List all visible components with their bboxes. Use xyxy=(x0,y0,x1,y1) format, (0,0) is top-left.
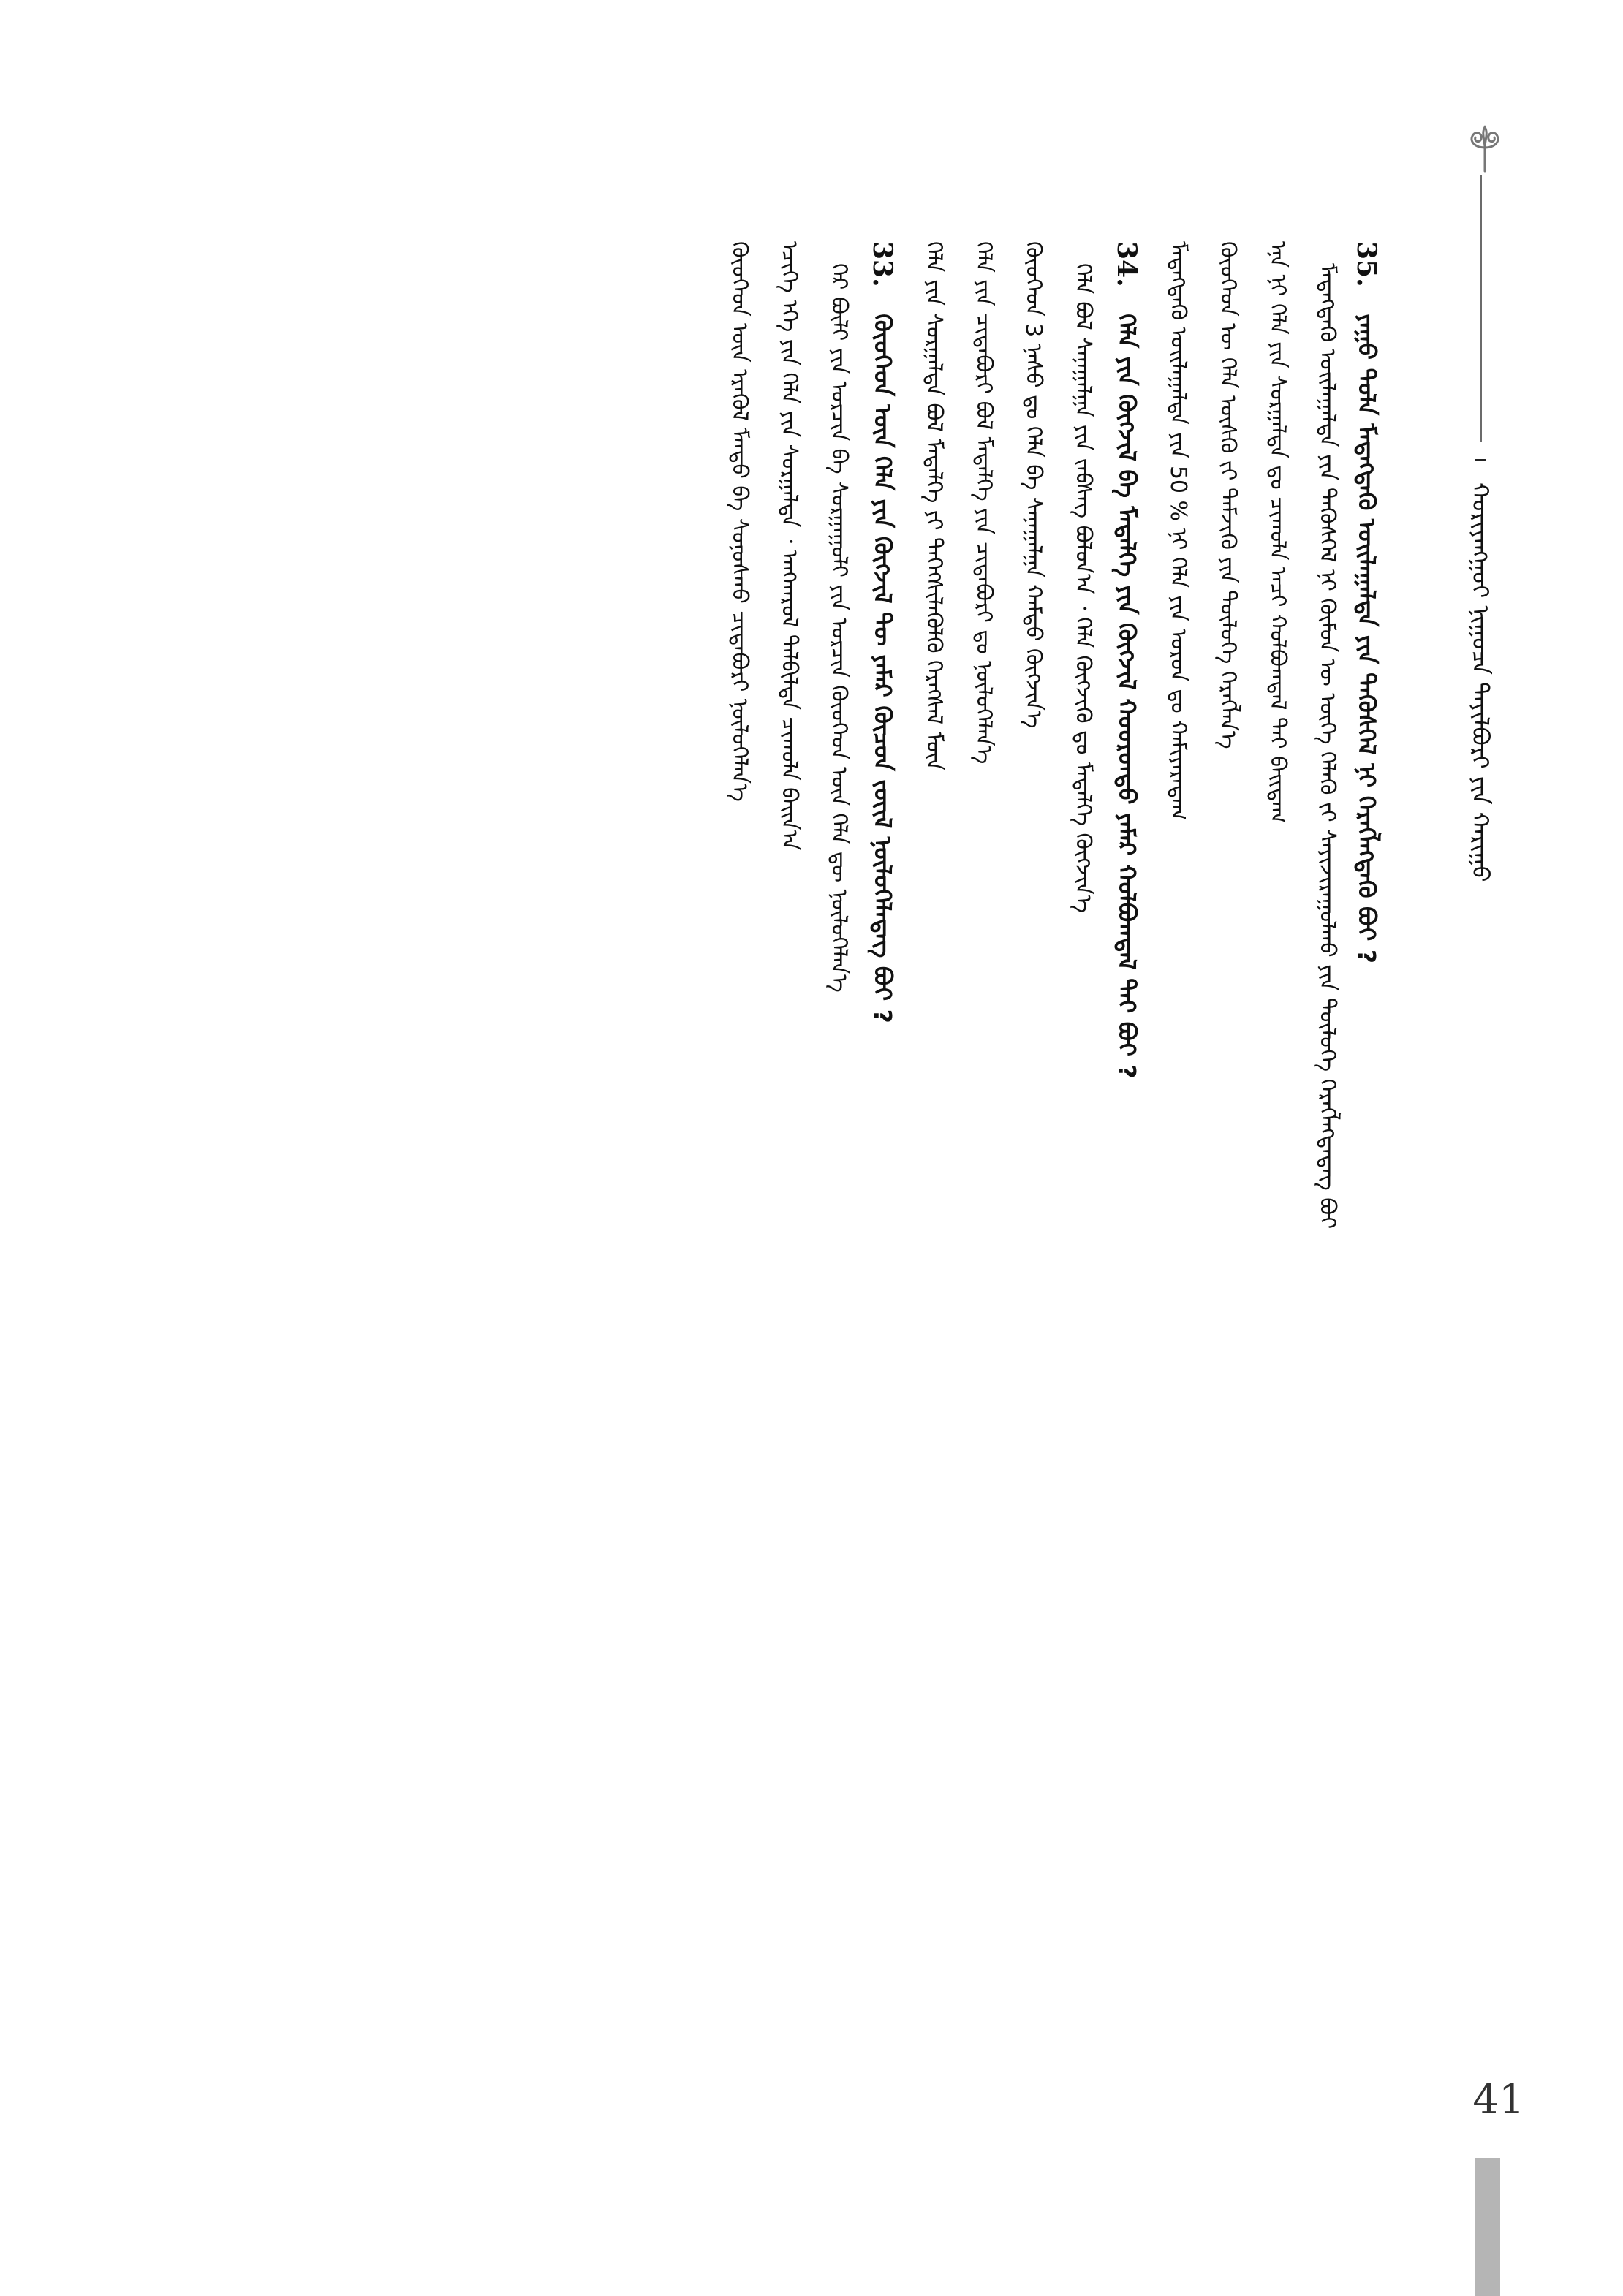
question-33-text: ᠬᠦᠦᠬᠡᠳ ᠦᠨ ᠬᠡᠯᠡ ᠶᠢᠨ ᠬᠥᠭᠵᠢᠯ ᠲᠦ ᠶᠠᠮᠠᠷ ᠬᠦᠴᠦᠨ ᠵᠦᠢᠯ ᠨᠥᠯᠥᠭᠡᠯᠡᠳᠡᠭ ᠪᠤᠢ ? xyxy=(869,314,897,1023)
question-35-number: 35. xyxy=(1351,241,1382,287)
answer-33-line-2: ᠡᠴᠢᠭᠡ ᠡᠬᠡ ᠶᠢᠨ ᠬᠡᠯᠡ ᠶᠢᠨ ᠰᠤᠷᠭᠠᠯᠲᠠ ᠂ ᠠᠩᠬᠠᠷᠤᠯ ᠲᠠᠯᠪᠢᠯᠲᠠ ᠴᠢᠬᠤᠯᠠ ᠪᠠᠢᠨ᠎ᠠ xyxy=(776,241,802,851)
answer-34-line-4: ᠬᠡᠯᠡ ᠶᠢᠨ ᠰᠤᠷᠭᠠᠯᠲᠠ ᠪᠣᠯ ᠮᠡᠳᠡᠯᠭᠡ ᠶᠢ ᠳᠡᠭᠡᠭᠰᠢᠯᠡᠭᠦᠯᠬᠦ ᠬᠡᠷᠡᠭᠰᠡᠯ ᠮᠥᠨ xyxy=(921,241,947,771)
answer-34-line-1: ᠬᠡᠯᠡ ᠪᠣᠯ ᠰᠠᠨᠠᠭᠠᠯᠭᠠ ᠶᠢᠨ ᠵᠡᠪᠰᠡᠭ ᠪᠣᠯᠤᠨ᠎ᠠ ᠂ ᠬᠡᠯᠡ ᠬᠥᠭᠵᠢᠬᠦ ᠳᠤ ᠮᠡᠳᠡᠯᠭᠡ ᠬᠥᠭᠵᠢᠨ᠎ᠡ xyxy=(1070,263,1096,913)
answer-34-line-3: ᠬᠡᠯᠡ ᠶᠢᠨ ᠴᠢᠳᠠᠪᠤᠷᠢ ᠪᠣᠯ ᠮᠡᠳᠡᠯᠭᠡ ᠶᠢᠨ ᠴᠢᠳᠠᠪᠤᠷᠢ ᠳᠤ ᠨᠥᠯᠥᠭᠡᠯᠡᠨ᠎ᠡ xyxy=(971,241,996,765)
question-34 xyxy=(1104,241,1155,2215)
question-34-text: ᠬᠡᠯᠡ ᠶᠢᠨ ᠬᠥᠭᠵᠢᠯ ᠪᠠ ᠮᠡᠳᠡᠯᠭᠡ ᠶᠢᠨ ᠬᠥᠭᠵᠢᠯ ᠬᠣᠣᠷᠣᠨᠳᠣ ᠶᠠᠮᠠᠷ ᠬᠣᠯᠪᠣᠭᠳᠠᠯ ᠲᠠᠢ ᠪᠤᠢ ? xyxy=(1113,314,1141,1079)
answer-33-line-3: ᠬᠦᠦᠬᠡᠳ ᠦᠨ ᠡᠷᠡᠭᠦᠯ ᠮᠡᠨᠳᠦ ᠪᠠ ᠰᠣᠨᠣᠰᠬᠤ ᠴᠢᠳᠠᠪᠤᠷᠢ ᠨᠥᠯᠥᠭᠡᠯᠡᠨ᠎ᠡ xyxy=(727,241,752,802)
question-33-number: 33. xyxy=(867,241,898,287)
page-edge-tab xyxy=(1475,2158,1500,2296)
page-number: 41 xyxy=(1472,2076,1525,2123)
question-35 xyxy=(1344,241,1395,2215)
answer-35-line-2: ᠡᠨᠡ ᠨᠢ ᠬᠡᠯᠡ ᠶᠢᠨ ᠰᠤᠷᠭᠠᠯᠲᠠ ᠳᠤ ᠴᠢᠬᠤᠯᠠ ᠠᠴᠢ ᠬᠣᠯᠪᠣᠭᠳᠠᠯ ᠲᠠᠢ ᠪᠠᠢᠳᠠᠭ xyxy=(1265,241,1290,824)
question-33 xyxy=(860,241,911,2215)
answer-35-line-4: ᠮᠡᠳᠡᠭᠳᠡᠬᠦ ᠣᠢᠯᠠᠭᠠᠯᠲᠠ ᠶᠢᠨ 50 % ᠨᠢ ᠬᠡᠯᠡ ᠶᠢᠨ ᠤᠷᠤᠨ ᠳᠤ ᠬᠠᠮᠢᠶᠠᠷᠠᠳᠠᠭ xyxy=(1165,241,1191,821)
answer-35-line-3: ᠬᠦᠦᠬᠡᠳ ᠦ ᠬᠡᠯᠡ ᠥᠰᠬᠦ ᠵᠢ ᠳᠡᠮᠵᠢᠬᠦ ᠶᠢᠨ ᠲᠥᠯᠦᠭᠡ ᠬᠡᠷᠡᠭᠯᠡᠨ᠎ᠡ xyxy=(1215,241,1241,749)
answer-34-line-2: ᠬᠦᠦᠬᠡᠳ 3 ᠨᠠᠰᠤ ᠳᠤ ᠬᠡᠯᠡ ᠪᠠ ᠰᠠᠨᠠᠭᠠᠯᠭᠠ ᠬᠠᠮᠲᠤ ᠬᠥᠭᠵᠢᠨ᠎ᠡ xyxy=(1021,241,1046,729)
header-dash xyxy=(1475,459,1486,461)
running-head: ᠬᠤᠷᠢᠶᠠᠩᠭᠤᠢ ᠨᠢᠭᠤᠴᠠ ᠲᠠᠶᠢᠯᠪᠤᠷᠢ ᠶᠢᠨ ᠬᠠᠷᠢᠭᠤ xyxy=(1467,482,1494,882)
header-ornament-icon xyxy=(1459,123,1510,174)
header-rule xyxy=(1480,175,1482,442)
question-35-text: ᠶᠠᠭᠤ ᠲᠤᠯᠠ ᠮᠡᠳᠡᠭᠳᠡᠬᠦ ᠣᠢᠯᠠᠭᠠᠯᠲᠠ ᠶᠢᠨ ᠲᠡᠭᠦᠰᠬᠡᠯ ᠨᠢ ᠬᠡᠷᠡᠭᠯᠡᠭᠳᠡᠬᠦ ᠪᠤᠢ ? xyxy=(1352,314,1381,963)
question-34-number: 34. xyxy=(1111,241,1142,287)
answer-33-line-1: ᠭᠡᠷ ᠪᠦᠯᠢ ᠶᠢᠨ ᠣᠷᠴᠢᠨ ᠪᠠ ᠰᠤᠷᠭᠠᠭᠤᠯᠢ ᠶᠢᠨ ᠣᠷᠴᠢᠨ ᠬᠦᠦᠬᠡᠳ ᠦᠨ ᠬᠡᠯᠡ ᠳᠦ ᠨᠥᠯᠥᠭᠡᠯᠡᠨ᠎ᠡ xyxy=(826,263,852,993)
answer-35-line-1: ᠮᠡᠳᠡᠭᠳᠡᠬᠦ ᠣᠢᠯᠠᠭᠠᠯᠲᠠ ᠶᠢᠨ ᠲᠡᠭᠦᠰᠬᠡᠯ ᠨᠢ ᠬᠦᠮᠦᠨ ᠦ ᠥᠭᠡ ᠬᠡᠯᠡᠬᠦ ᠵᠢ ᠰᠠᠶᠢᠵᠢᠷᠠᠭᠤᠯᠬᠤ ᠶᠢᠨ ᠲᠥᠯᠦᠭᠡ ᠬᠡᠷᠡᠭᠯᠡᠭᠳᠡᠳᠡᠭ ᠪᠤᠢ xyxy=(1314,263,1340,1230)
